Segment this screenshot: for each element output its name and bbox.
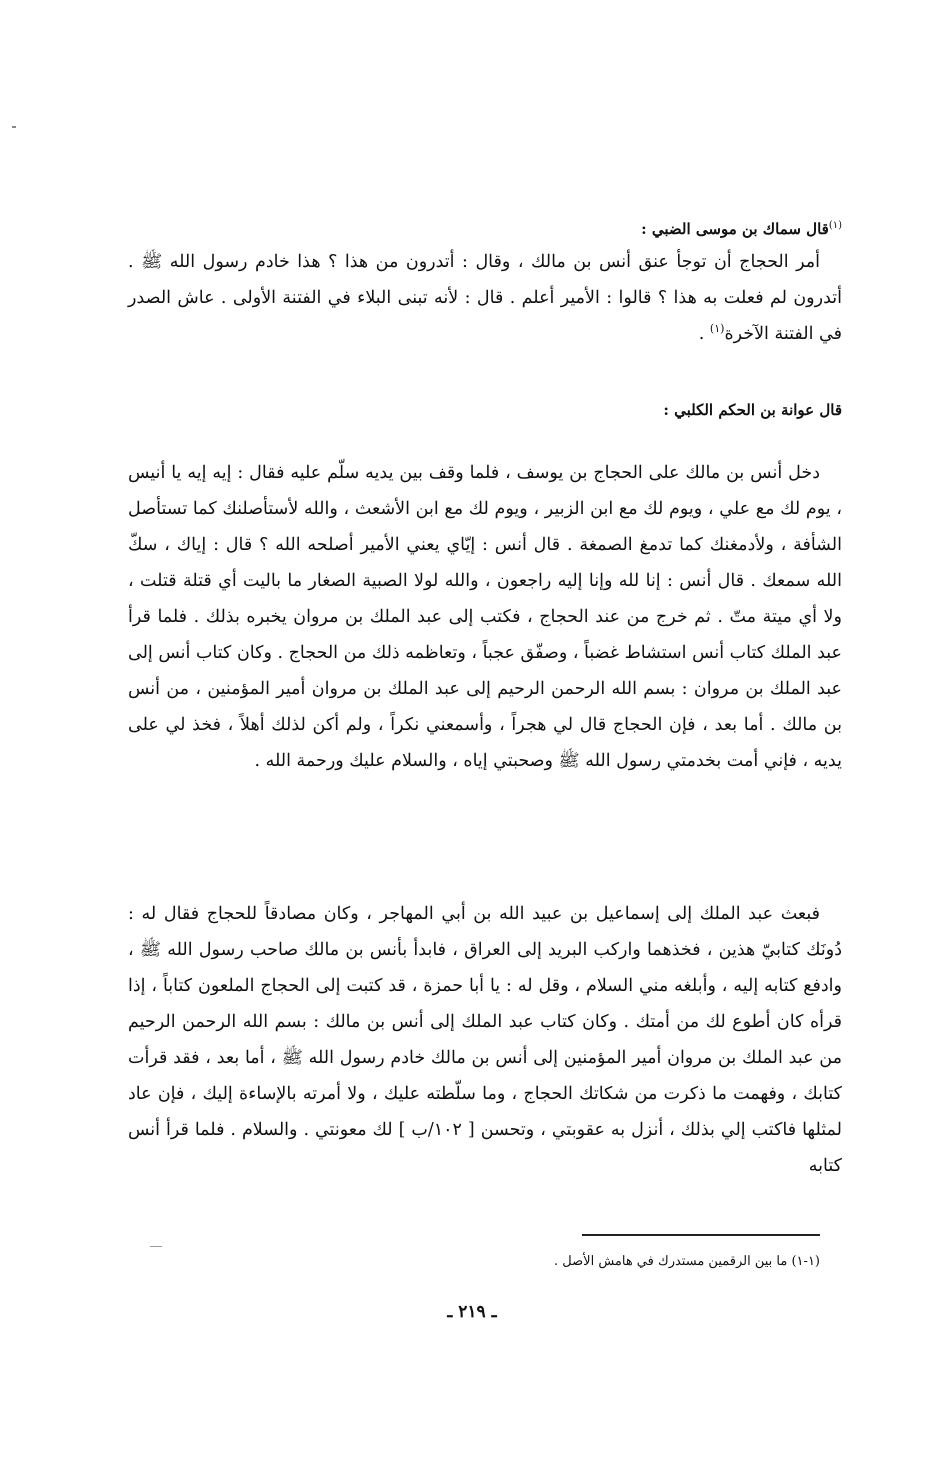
page-number: ـ ٢١٩ ـ [447,1302,497,1322]
heading-1-text: قال سماك بن موسى الضبي : [641,220,829,238]
footnote: (١-١) ما بين الرقمين مستدرك في هامش الأصل . [554,1254,820,1269]
footnote-divider [582,1234,820,1236]
paragraph-3-text: فبعث عبد الملك إلى إسماعيل بن عبيد الله بن أبي المهاجر ، وكان مصادقاً للحجاج فقال له : دُونَك كتابيّ هذين ، فخذهما واركب البريد إلى العراق ، فابدأ بأنس بن مالك صاحب رسول الله ﷺ ، وادفع كتابه إليه ، وأبلغه مني السلام ، وقل له : يا أبا حمزة ، قد كتبت إلى الحجاج الملعون كتاباً ، إذا قرأه كان أطوع لك من أمتك . وكان كتاب عبد الملك إلى أنس بن مالك : بسم الله الرحمن الرحيم من عبد الملك بن مروان أمير المؤمنين إلى أنس بن مالك خادم رسول الله ﷺ ، أما بعد ، فقد قرأت كتابك ، وفهمت ما ذكرت من شكاتك الحجاج ، وما سلّطته عليك ، ولا أمرته بالإساءة إليك ، فإن عاد لمثلها فاكتب إلي بذلك ، أنزل به عقوبتي ، وتحسن [ ١٠٢/ب ] لك معونتي . والسلام . فلما قرأ أنس كتابه [128,904,842,1176]
paragraph-2-text: دخل أنس بن مالك على الحجاج بن يوسف ، فلما وقف بين يديه سلّم عليه فقال : إيه إيه يا أنيس ، يوم لك مع علي ، ويوم لك مع ابن الزبير ، ويوم لك مع ابن الأشعث ، والله لأستأصلنك كما تستأصل الشأفة ، ولأدمغنك كما تدمغ الصمغة . قال أنس : إيّاي يعني الأمير أصلحه الله ؟ قال : إياك ، سكّ الله سمعك . قال أنس : إنا لله وإنا إليه راجعون ، والله لولا الصبية الصغار ما باليت أي قتلة قتلت ، ولا أي ميتة متّ . ثم خرج من عند الحجاج ، فكتب إلى عبد الملك بن مروان يخبره بذلك . فلما قرأ عبد الملك كتاب أنس استشاط غضباً ، وصفّق عجباً ، وتعاظمه ذلك من الحجاج . وكان كتاب أنس إلى عبد الملك بن مروان : بسم الله الرحمن الرحيم إلى عبد الملك بن مروان أمير المؤمنين ، من أنس بن مالك . أما بعد ، فإن الحجاج قال لي هجراً ، وأسمعني نكراً ، ولم أكن لذلك أهلاً ، فخذ لي على يديه ، فإني أمت بخدمتي رسول الله ﷺ وصحبتي إياه ، والسلام عليك ورحمة الله . [128,463,842,771]
section-heading-2 [128,398,842,422]
heading-1-footnote-ref: (١) [828,220,842,231]
section-heading-1 [128,214,842,241]
paragraph-1-end: . [698,324,710,344]
scan-speck [12,126,16,128]
heading-2-text: قال عوانة بن الحكم الكلبي : [663,401,842,419]
margin-mark [150,1246,162,1247]
paragraph-3 [128,896,842,1184]
paragraph-2 [128,455,842,779]
paragraph-1-text: أمر الحجاج أن توجأ عنق أنس بن مالك ، وقال : أتدرون من هذا ؟ هذا خادم رسول الله ﷺ . أتدرون لم فعلت به هذا ؟ قالوا : الأمير أعلم . قال : لأنه تبنى البلاء في الفتنة الأولى . عاش الصدر في الفتنة الآخرة [128,252,842,344]
paragraph-1-footnote-ref: (١) [709,322,725,336]
paragraph-1 [128,244,842,352]
